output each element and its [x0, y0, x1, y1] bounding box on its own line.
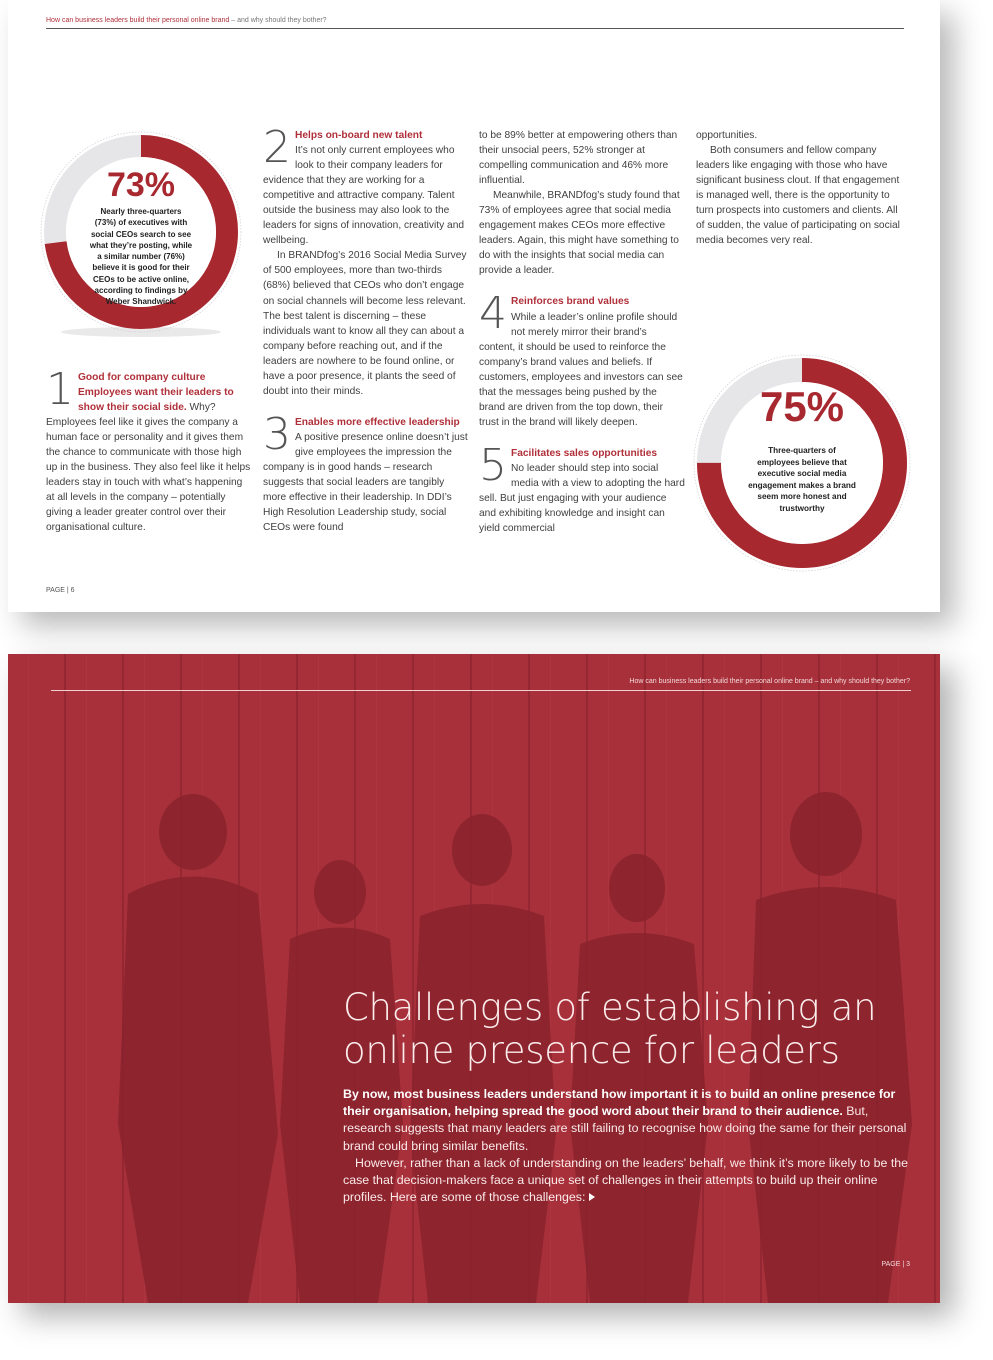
page-number: PAGE | 3 [881, 1261, 910, 1268]
section-4 [479, 288, 685, 429]
page-title: Challenges of establishing an online presence for leaders [343, 986, 877, 1072]
section-title-4: Reinforces brand values [511, 296, 630, 308]
section-body-5-cont: opportunities. [696, 130, 758, 141]
section-body-3b: Meanwhile, BRANDfog’s study found that 73% of employees agree that social media engagement makes CEOs more effective leaders. Again, this might have something to do with the insights that social media can provide a leader. [479, 190, 680, 277]
intro-rest: But, research suggests that many leaders are still failing to recognise how doing the same for their personal brand could bring similar benefits. [343, 1104, 907, 1153]
section-body-4: While a leader’s online profile should not merely mirror their brand’s content, it should be used to reinforce the company’s brand values and beliefs. If customers, employees and investors can see that the messages being pushed by the brand are driven from the top down, their trust in the brand will likely deepen. [479, 311, 683, 428]
section-title-5: Facilitates sales opportunities [511, 447, 658, 459]
stat-caption-73: Nearly three-quarters (73%) of executives with social CEOs search to see what they’re posting, while a similar number (76%) believe it is good for their CEOs to be active online, according to findings by Weber Shandwick. [89, 207, 193, 307]
section-body-1: Why? Employees feel like it gives the company a human face or personality and it gives them the chance to communicate with those high up in the business. They also feel like it helps leaders stay in touch with what’s happening at all levels in the company – potentially giving a leader greater control over their organisational culture. [46, 402, 251, 534]
play-arrow-icon [589, 1193, 595, 1201]
section-number-2: 2 [263, 122, 291, 173]
intro-lead: By now, most business leaders understand how important it is to build an online presence for their organisation, helping spread the good word about their brand to their audience. [343, 1087, 896, 1119]
text-column-3 [479, 128, 685, 536]
section-lead-1: Employees want their leaders to show their social side. [78, 387, 234, 414]
section-2 [263, 122, 469, 399]
section-body-2b: In BRANDfog’s 2016 Social Media Survey of 500 employees, more than two-thirds (68%) believed that CEOs who don’t engage on social channels will become less relevant. The best talent is discerning – these individuals want to know all they can about a company before reaching out, and if the leaders are nowhere to be found online, or have a poor presence, it plants the seed of doubt into their minds. [263, 250, 467, 397]
intro-paragraph-2: However, rather than a lack of understanding on the leaders’ behalf, we think it’s more likely to be the case that decision-makers face a unique set of challenges in their attempts to build up their online profiles. Here are some of those challenges: [343, 1155, 909, 1205]
brochure-page-3 [8, 654, 940, 1303]
section-body-5: No leader should step into social media with a view to adopting the hard sell. But just engaging with your audience and exhibiting knowledge and insight can yield commercial [479, 462, 685, 535]
section-title-3: Enables more effective leadership [295, 416, 460, 428]
section-body-3-cont: to be 89% better at empowering others than their unsocial peers, 52% stronger at compelling communication and 46% more influential. [479, 130, 678, 187]
running-header: How can business leaders build their personal online brand – and why should they bother? [629, 678, 910, 685]
section-3 [263, 408, 469, 535]
stat-caption-75: Three-quarters of employees believe that executive social media engagement makes a brand seem more honest and trustworthy [748, 446, 856, 513]
stat-value-75: 75% [759, 383, 845, 430]
text-column-2 [263, 122, 469, 535]
section-number-4: 4 [479, 288, 507, 340]
section-title-1: Good for company culture [78, 372, 206, 383]
page-number: PAGE | 6 [46, 587, 75, 594]
running-header: How can business leaders build their personal online brand – and why should they bother? [46, 17, 327, 24]
section-number-1: 1 [46, 364, 74, 415]
section-number-3: 3 [263, 408, 291, 460]
text-column-1 [46, 364, 252, 536]
section-5 [479, 439, 685, 536]
section-body-2: It’s not only current employees who look to their company leaders for evidence that they are working for a competitive and attractive company. Talent outside the business may also look to the leaders for signs of innovation, creativity and wellbeing. [263, 145, 465, 247]
section-body-3: A positive presence online doesn’t just give employees the impression the company is in good hands – research suggests that social leaders are tangibly more effective in their leadership. In DDI’s High Resolution Leadership study, social CEOs were found [263, 431, 468, 534]
section-title-2: Helps on-board new talent [295, 130, 423, 141]
stat-value-73: 73% [106, 166, 176, 204]
stat-donut-75 [692, 353, 912, 573]
section-body-5b: Both consumers and fellow company leaders like engaging with those who have significant business clout. If that engagement is managed well, there is the opportunity to turn prospects into customers and clients. All of sudden, the value of participating on social media becomes very real. [696, 145, 900, 247]
brochure-page-6 [8, 0, 940, 612]
intro-text [343, 1086, 913, 1206]
text-column-4 [696, 128, 902, 248]
header-rule [51, 690, 911, 691]
stat-donut-73 [36, 130, 246, 340]
section-1 [46, 364, 252, 536]
section-number-5: 5 [479, 439, 507, 491]
header-rule [46, 28, 904, 29]
